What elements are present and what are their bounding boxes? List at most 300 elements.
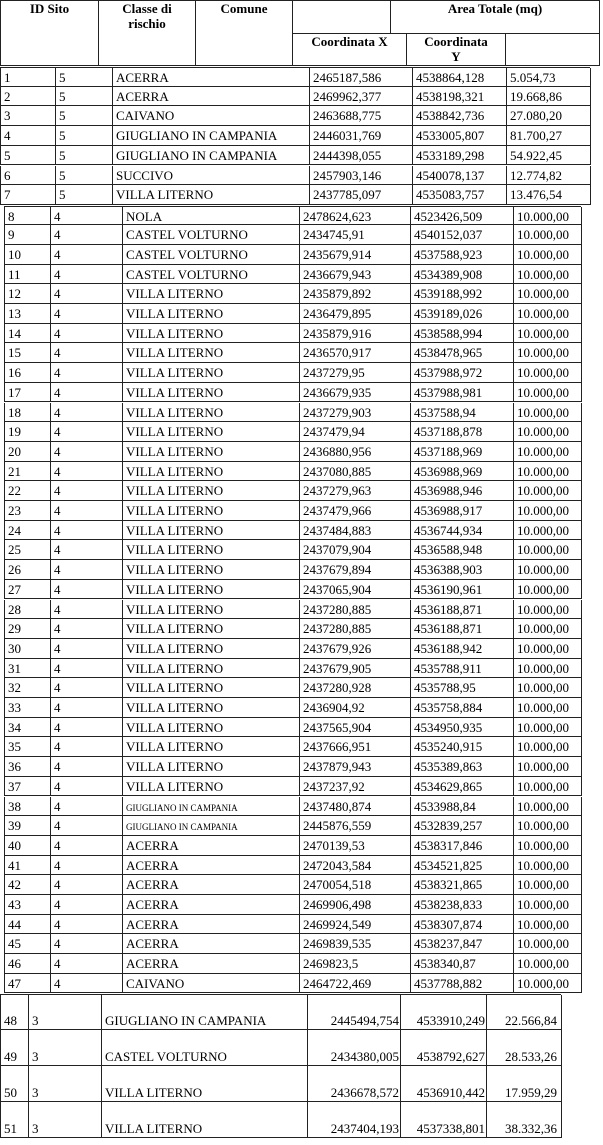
table-row — [4, 777, 581, 797]
cell-area: 17.959,29 — [486, 1066, 562, 1102]
cell-comune: ACERRA — [122, 915, 300, 935]
table-row — [4, 678, 581, 698]
table-row — [4, 284, 581, 304]
cell-risk-class: 3 — [28, 1030, 102, 1066]
cell-area: 10.000,00 — [513, 403, 582, 423]
cell-coordinate-x: 2437237,92 — [299, 777, 411, 797]
cell-area: 10.000,00 — [513, 777, 582, 797]
cell-coordinate-x: 2435679,914 — [299, 245, 411, 265]
cell-coordinate-y: 4535389,863 — [410, 757, 514, 777]
cell-coordinate-x: 2437279,903 — [299, 403, 411, 423]
cell-site-id: 38 — [4, 797, 51, 817]
cell-coordinate-x: 2463688,775 — [309, 106, 413, 126]
cell-coordinate-x: 2437679,905 — [299, 659, 411, 679]
cell-coordinate-x: 2436570,917 — [299, 343, 411, 363]
cell-coordinate-y: 4539188,992 — [410, 284, 514, 304]
cell-coordinate-x: 2445876,559 — [299, 816, 411, 836]
cell-coordinate-x: 2445494,754 — [307, 995, 401, 1030]
cell-coordinate-y: 4535788,95 — [410, 678, 514, 698]
cell-risk-class: 5 — [55, 68, 113, 87]
cell-comune: VILLA LITERNO — [122, 363, 300, 383]
cell-coordinate-y: 4534389,908 — [410, 265, 514, 285]
table-header — [0, 0, 600, 66]
cell-coordinate-y: 4532839,257 — [410, 816, 514, 836]
cell-area: 28.533,26 — [486, 1030, 562, 1066]
cell-coordinate-x: 2437679,894 — [299, 560, 411, 580]
cell-risk-class: 4 — [50, 462, 123, 482]
cell-comune: CAIVANO — [122, 974, 300, 994]
cell-area: 13.476,54 — [506, 185, 591, 205]
cell-comune: VILLA LITERNO — [122, 501, 300, 521]
cell-comune: NOLA — [122, 207, 300, 226]
cell-coordinate-y: 4536188,871 — [410, 600, 514, 620]
cell-risk-class: 4 — [50, 934, 123, 954]
cell-comune: VILLA LITERNO — [122, 324, 300, 344]
cell-comune: ACERRA — [112, 87, 310, 107]
cell-risk-class: 4 — [50, 363, 123, 383]
table-row — [4, 304, 581, 324]
cell-risk-class: 4 — [50, 698, 123, 718]
cell-coordinate-x: 2469823,5 — [299, 954, 411, 974]
cell-site-id: 49 — [0, 1030, 29, 1066]
cell-risk-class: 4 — [50, 600, 123, 620]
cell-site-id: 42 — [4, 875, 51, 895]
cell-area: 10.000,00 — [513, 343, 582, 363]
cell-coordinate-x: 2457903,146 — [309, 166, 413, 186]
cell-comune: CASTEL VOLTURNO — [122, 245, 300, 265]
header-id-sito: ID Sito — [0, 0, 99, 66]
cell-coordinate-x: 2469962,377 — [309, 87, 413, 107]
cell-coordinate-y: 4538340,87 — [410, 954, 514, 974]
cell-area: 10.000,00 — [513, 501, 582, 521]
cell-risk-class: 5 — [55, 185, 113, 205]
cell-area: 12.774,82 — [506, 166, 591, 186]
table-row — [4, 816, 581, 836]
cell-area: 10.000,00 — [513, 915, 582, 935]
cell-risk-class: 4 — [50, 797, 123, 817]
table-row — [4, 324, 581, 344]
cell-site-id: 24 — [4, 521, 51, 541]
table-row — [4, 245, 581, 265]
cell-coordinate-y: 4537588,923 — [410, 245, 514, 265]
cell-area: 10.000,00 — [513, 225, 582, 245]
cell-coordinate-x: 2469906,498 — [299, 895, 411, 915]
cell-comune: CASTEL VOLTURNO — [122, 225, 300, 245]
cell-area: 10.000,00 — [513, 678, 582, 698]
cell-site-id: 18 — [4, 403, 51, 423]
cell-comune: VILLA LITERNO — [122, 442, 300, 462]
table-row — [4, 521, 581, 541]
cell-comune: GIUGLIANO IN CAMPANIA — [122, 797, 300, 817]
cell-risk-class: 4 — [50, 245, 123, 265]
cell-risk-class: 4 — [50, 284, 123, 304]
cell-coordinate-y: 4537988,972 — [410, 363, 514, 383]
cell-site-id: 4 — [0, 126, 56, 146]
cell-coordinate-y: 4538321,865 — [410, 875, 514, 895]
cell-comune: ACERRA — [122, 934, 300, 954]
cell-area: 10.000,00 — [513, 245, 582, 265]
cell-coordinate-x: 2437404,193 — [307, 1102, 401, 1138]
cell-coordinate-y: 4538317,846 — [410, 836, 514, 856]
cell-coordinate-x: 2437666,951 — [299, 737, 411, 757]
cell-area: 10.000,00 — [513, 284, 582, 304]
cell-risk-class: 4 — [50, 442, 123, 462]
cell-site-id: 30 — [4, 639, 51, 659]
cell-coordinate-x: 2437479,94 — [299, 422, 411, 442]
cell-comune: GIUGLIANO IN CAMPANIA — [112, 126, 310, 146]
cell-coordinate-y: 4539189,026 — [410, 304, 514, 324]
cell-area: 10.000,00 — [513, 875, 582, 895]
cell-risk-class: 3 — [28, 995, 102, 1030]
cell-area: 27.080,20 — [506, 106, 591, 126]
cell-coordinate-y: 4538864,128 — [412, 68, 507, 87]
cell-coordinate-y: 4538478,965 — [410, 343, 514, 363]
cell-comune: VILLA LITERNO — [122, 619, 300, 639]
cell-coordinate-y: 4540078,137 — [412, 166, 507, 186]
table-row — [0, 1066, 561, 1102]
cell-site-id: 36 — [4, 757, 51, 777]
cell-site-id: 44 — [4, 915, 51, 935]
cell-site-id: 13 — [4, 304, 51, 324]
cell-comune: ACERRA — [122, 836, 300, 856]
cell-coordinate-y: 4536988,917 — [410, 501, 514, 521]
cell-risk-class: 4 — [50, 207, 123, 226]
cell-comune: ACERRA — [112, 68, 310, 87]
cell-comune: VILLA LITERNO — [122, 284, 300, 304]
cell-comune: VILLA LITERNO — [122, 777, 300, 797]
cell-risk-class: 5 — [55, 146, 113, 166]
cell-area: 38.332,36 — [486, 1102, 562, 1138]
cell-comune: VILLA LITERNO — [122, 659, 300, 679]
table-row — [4, 895, 581, 915]
cell-area: 10.000,00 — [513, 363, 582, 383]
cell-site-id: 10 — [4, 245, 51, 265]
cell-site-id: 3 — [0, 106, 56, 126]
cell-site-id: 31 — [4, 659, 51, 679]
cell-coordinate-y: 4538238,833 — [410, 895, 514, 915]
cell-risk-class: 4 — [50, 659, 123, 679]
cell-risk-class: 5 — [55, 87, 113, 107]
cell-area: 19.668,86 — [506, 87, 591, 107]
cell-coordinate-y: 4537338,801 — [400, 1102, 487, 1138]
cell-comune: VILLA LITERNO — [122, 383, 300, 403]
cell-coordinate-x: 2437080,885 — [299, 462, 411, 482]
table-row — [4, 797, 581, 817]
cell-coordinate-x: 2435879,916 — [299, 324, 411, 344]
cell-risk-class: 4 — [50, 718, 123, 738]
cell-coordinate-x: 2437279,963 — [299, 481, 411, 501]
cell-coordinate-x: 2465187,586 — [309, 68, 413, 87]
cell-site-id: 47 — [4, 974, 51, 994]
cell-risk-class: 5 — [55, 126, 113, 146]
cell-site-id: 46 — [4, 954, 51, 974]
table-row — [4, 560, 581, 580]
table-row — [4, 442, 581, 462]
cell-coordinate-x: 2470054,518 — [299, 875, 411, 895]
cell-risk-class: 4 — [50, 501, 123, 521]
cell-coordinate-y: 4535758,884 — [410, 698, 514, 718]
cell-area: 10.000,00 — [513, 836, 582, 856]
cell-coordinate-x: 2437065,904 — [299, 580, 411, 600]
table-row — [4, 856, 581, 876]
cell-site-id: 2 — [0, 87, 56, 107]
cell-risk-class: 4 — [50, 856, 123, 876]
cell-site-id: 11 — [4, 265, 51, 285]
table-row — [4, 206, 581, 226]
table-row — [4, 600, 581, 620]
cell-coordinate-x: 2436679,943 — [299, 265, 411, 285]
cell-site-id: 43 — [4, 895, 51, 915]
cell-comune: GIUGLIANO IN CAMPANIA — [101, 995, 308, 1030]
cell-comune: ACERRA — [122, 856, 300, 876]
cell-area: 10.000,00 — [513, 600, 582, 620]
cell-coordinate-x: 2437480,874 — [299, 797, 411, 817]
table-row — [4, 659, 581, 679]
table-row — [4, 954, 581, 974]
cell-coordinate-x: 2437879,943 — [299, 757, 411, 777]
cell-coordinate-y: 4533189,298 — [412, 146, 507, 166]
cell-coordinate-y: 4538307,874 — [410, 915, 514, 935]
table-row — [0, 166, 590, 186]
cell-comune: VILLA LITERNO — [122, 718, 300, 738]
cell-coordinate-y: 4538792,627 — [400, 1030, 487, 1066]
cell-coordinate-x: 2437280,928 — [299, 678, 411, 698]
cell-area: 10.000,00 — [513, 737, 582, 757]
cell-coordinate-x: 2464722,469 — [299, 974, 411, 994]
cell-area: 10.000,00 — [513, 757, 582, 777]
cell-area: 5.054,73 — [506, 68, 591, 87]
cell-site-id: 20 — [4, 442, 51, 462]
cell-area: 10.000,00 — [513, 521, 582, 541]
cell-area: 10.000,00 — [513, 954, 582, 974]
cell-area: 54.922,45 — [506, 146, 591, 166]
cell-area: 10.000,00 — [513, 442, 582, 462]
cell-area: 10.000,00 — [513, 207, 582, 226]
cell-site-id: 9 — [4, 225, 51, 245]
cell-coordinate-x: 2436880,956 — [299, 442, 411, 462]
cell-site-id: 35 — [4, 737, 51, 757]
table-row — [0, 185, 590, 205]
table-row — [4, 481, 581, 501]
table-row — [4, 363, 581, 383]
cell-comune: ACERRA — [122, 895, 300, 915]
table-row — [4, 875, 581, 895]
cell-risk-class: 4 — [50, 974, 123, 994]
cell-coordinate-x: 2446031,769 — [309, 126, 413, 146]
cell-risk-class: 4 — [50, 324, 123, 344]
cell-site-id: 12 — [4, 284, 51, 304]
table-row — [0, 67, 590, 87]
table-row — [4, 718, 581, 738]
cell-comune: VILLA LITERNO — [112, 185, 310, 205]
cell-site-id: 25 — [4, 540, 51, 560]
cell-area: 10.000,00 — [513, 560, 582, 580]
cell-comune: VILLA LITERNO — [122, 600, 300, 620]
cell-risk-class: 3 — [28, 1066, 102, 1102]
table-row — [4, 501, 581, 521]
cell-coordinate-y: 4536188,942 — [410, 639, 514, 659]
cell-coordinate-y: 4535083,757 — [412, 185, 507, 205]
cell-comune: VILLA LITERNO — [101, 1102, 308, 1138]
cell-coordinate-x: 2436678,572 — [307, 1066, 401, 1102]
cell-risk-class: 4 — [50, 225, 123, 245]
cell-risk-class: 4 — [50, 265, 123, 285]
cell-risk-class: 4 — [50, 403, 123, 423]
header-area-value-blank — [505, 33, 600, 66]
cell-area: 10.000,00 — [513, 481, 582, 501]
cell-area: 10.000,00 — [513, 698, 582, 718]
cell-comune: VILLA LITERNO — [122, 639, 300, 659]
cell-coordinate-y: 4537188,969 — [410, 442, 514, 462]
cell-site-id: 26 — [4, 560, 51, 580]
cell-comune: VILLA LITERNO — [122, 757, 300, 777]
cell-coordinate-x: 2437279,95 — [299, 363, 411, 383]
cell-site-id: 48 — [0, 995, 29, 1030]
cell-coordinate-x: 2437479,966 — [299, 501, 411, 521]
cell-coordinate-x: 2437679,926 — [299, 639, 411, 659]
cell-coordinate-y: 4534629,865 — [410, 777, 514, 797]
cell-risk-class: 4 — [50, 895, 123, 915]
cell-area: 10.000,00 — [513, 304, 582, 324]
cell-site-id: 39 — [4, 816, 51, 836]
cell-comune: VILLA LITERNO — [122, 540, 300, 560]
cell-risk-class: 4 — [50, 836, 123, 856]
cell-comune: CAIVANO — [112, 106, 310, 126]
cell-coordinate-y: 4536188,871 — [410, 619, 514, 639]
cell-coordinate-x: 2469924,549 — [299, 915, 411, 935]
cell-area: 10.000,00 — [513, 265, 582, 285]
table-row — [4, 265, 581, 285]
cell-area: 10.000,00 — [513, 895, 582, 915]
table-row — [0, 126, 590, 146]
cell-coordinate-y: 4538842,736 — [412, 106, 507, 126]
cell-site-id: 33 — [4, 698, 51, 718]
cell-comune: ACERRA — [122, 954, 300, 974]
cell-site-id: 41 — [4, 856, 51, 876]
cell-coordinate-x: 2437280,885 — [299, 600, 411, 620]
cell-coordinate-y: 4535788,911 — [410, 659, 514, 679]
cell-site-id: 51 — [0, 1102, 29, 1138]
cell-coordinate-y: 4533910,249 — [400, 995, 487, 1030]
cell-coordinate-x: 2444398,055 — [309, 146, 413, 166]
cell-coordinate-y: 4536988,969 — [410, 462, 514, 482]
cell-site-id: 45 — [4, 934, 51, 954]
cell-comune: SUCCIVO — [112, 166, 310, 186]
table-row — [4, 698, 581, 718]
table-row — [4, 462, 581, 482]
cell-coordinate-x: 2437785,097 — [309, 185, 413, 205]
cell-coordinate-x: 2434380,005 — [307, 1030, 401, 1066]
cell-risk-class: 4 — [50, 777, 123, 797]
cell-comune: VILLA LITERNO — [122, 560, 300, 580]
cell-coordinate-x: 2436479,895 — [299, 304, 411, 324]
cell-coordinate-x: 2437079,904 — [299, 540, 411, 560]
cell-coordinate-x: 2436679,935 — [299, 383, 411, 403]
cell-coordinate-x: 2435879,892 — [299, 284, 411, 304]
table-row — [4, 915, 581, 935]
cell-area: 10.000,00 — [513, 856, 582, 876]
cell-coordinate-x: 2437484,883 — [299, 521, 411, 541]
cell-risk-class: 3 — [28, 1102, 102, 1138]
cell-site-id: 22 — [4, 481, 51, 501]
cell-area: 10.000,00 — [513, 659, 582, 679]
cell-coordinate-y: 4537988,981 — [410, 383, 514, 403]
cell-area: 81.700,27 — [506, 126, 591, 146]
cell-coordinate-y: 4523426,509 — [410, 207, 514, 226]
table-row — [4, 225, 581, 245]
cell-coordinate-y: 4537588,94 — [410, 403, 514, 423]
cell-site-id: 27 — [4, 580, 51, 600]
header-coordinata-y: Coordinata Y — [406, 33, 506, 66]
cell-risk-class: 4 — [50, 875, 123, 895]
cell-area: 10.000,00 — [513, 462, 582, 482]
cell-site-id: 21 — [4, 462, 51, 482]
cell-site-id: 1 — [0, 68, 56, 87]
cell-site-id: 14 — [4, 324, 51, 344]
cell-risk-class: 5 — [55, 106, 113, 126]
cell-risk-class: 5 — [55, 166, 113, 186]
cell-area: 22.566,84 — [486, 995, 562, 1030]
cell-comune: VILLA LITERNO — [122, 343, 300, 363]
cell-site-id: 50 — [0, 1066, 29, 1102]
table-row — [0, 106, 590, 126]
cell-risk-class: 4 — [50, 678, 123, 698]
cell-coordinate-y: 4536388,903 — [410, 560, 514, 580]
cell-area: 10.000,00 — [513, 718, 582, 738]
cell-coordinate-y: 4534950,935 — [410, 718, 514, 738]
header-comune: Comune — [195, 0, 293, 66]
cell-coordinate-x: 2478624,623 — [299, 207, 411, 226]
cell-risk-class: 4 — [50, 954, 123, 974]
cell-risk-class: 4 — [50, 619, 123, 639]
cell-risk-class: 4 — [50, 915, 123, 935]
cell-comune: VILLA LITERNO — [122, 678, 300, 698]
cell-area: 10.000,00 — [513, 797, 582, 817]
cell-coordinate-y: 4537788,882 — [410, 974, 514, 994]
cell-comune: VILLA LITERNO — [122, 698, 300, 718]
cell-risk-class: 4 — [50, 540, 123, 560]
cell-area: 10.000,00 — [513, 934, 582, 954]
cell-area: 10.000,00 — [513, 422, 582, 442]
table-row — [0, 1102, 561, 1138]
cell-risk-class: 4 — [50, 560, 123, 580]
cell-comune: VILLA LITERNO — [122, 737, 300, 757]
table-row — [0, 87, 590, 107]
table-row — [4, 619, 581, 639]
cell-coordinate-y: 4536588,948 — [410, 540, 514, 560]
cell-comune: VILLA LITERNO — [122, 521, 300, 541]
cell-coordinate-x: 2437565,904 — [299, 718, 411, 738]
cell-coordinate-y: 4536744,934 — [410, 521, 514, 541]
cell-comune: VILLA LITERNO — [122, 304, 300, 324]
cell-coordinate-y: 4536988,946 — [410, 481, 514, 501]
cell-area: 10.000,00 — [513, 816, 582, 836]
cell-risk-class: 4 — [50, 343, 123, 363]
cell-area: 10.000,00 — [513, 639, 582, 659]
cell-comune: VILLA LITERNO — [122, 580, 300, 600]
cell-risk-class: 4 — [50, 304, 123, 324]
cell-risk-class: 4 — [50, 757, 123, 777]
cell-comune: VILLA LITERNO — [122, 403, 300, 423]
cell-site-id: 5 — [0, 146, 56, 166]
table-row — [0, 994, 561, 1030]
cell-area: 10.000,00 — [513, 619, 582, 639]
table-row — [4, 737, 581, 757]
cell-coordinate-y: 4538198,321 — [412, 87, 507, 107]
cell-site-id: 6 — [0, 166, 56, 186]
cell-comune: ACERRA — [122, 875, 300, 895]
cell-risk-class: 4 — [50, 737, 123, 757]
